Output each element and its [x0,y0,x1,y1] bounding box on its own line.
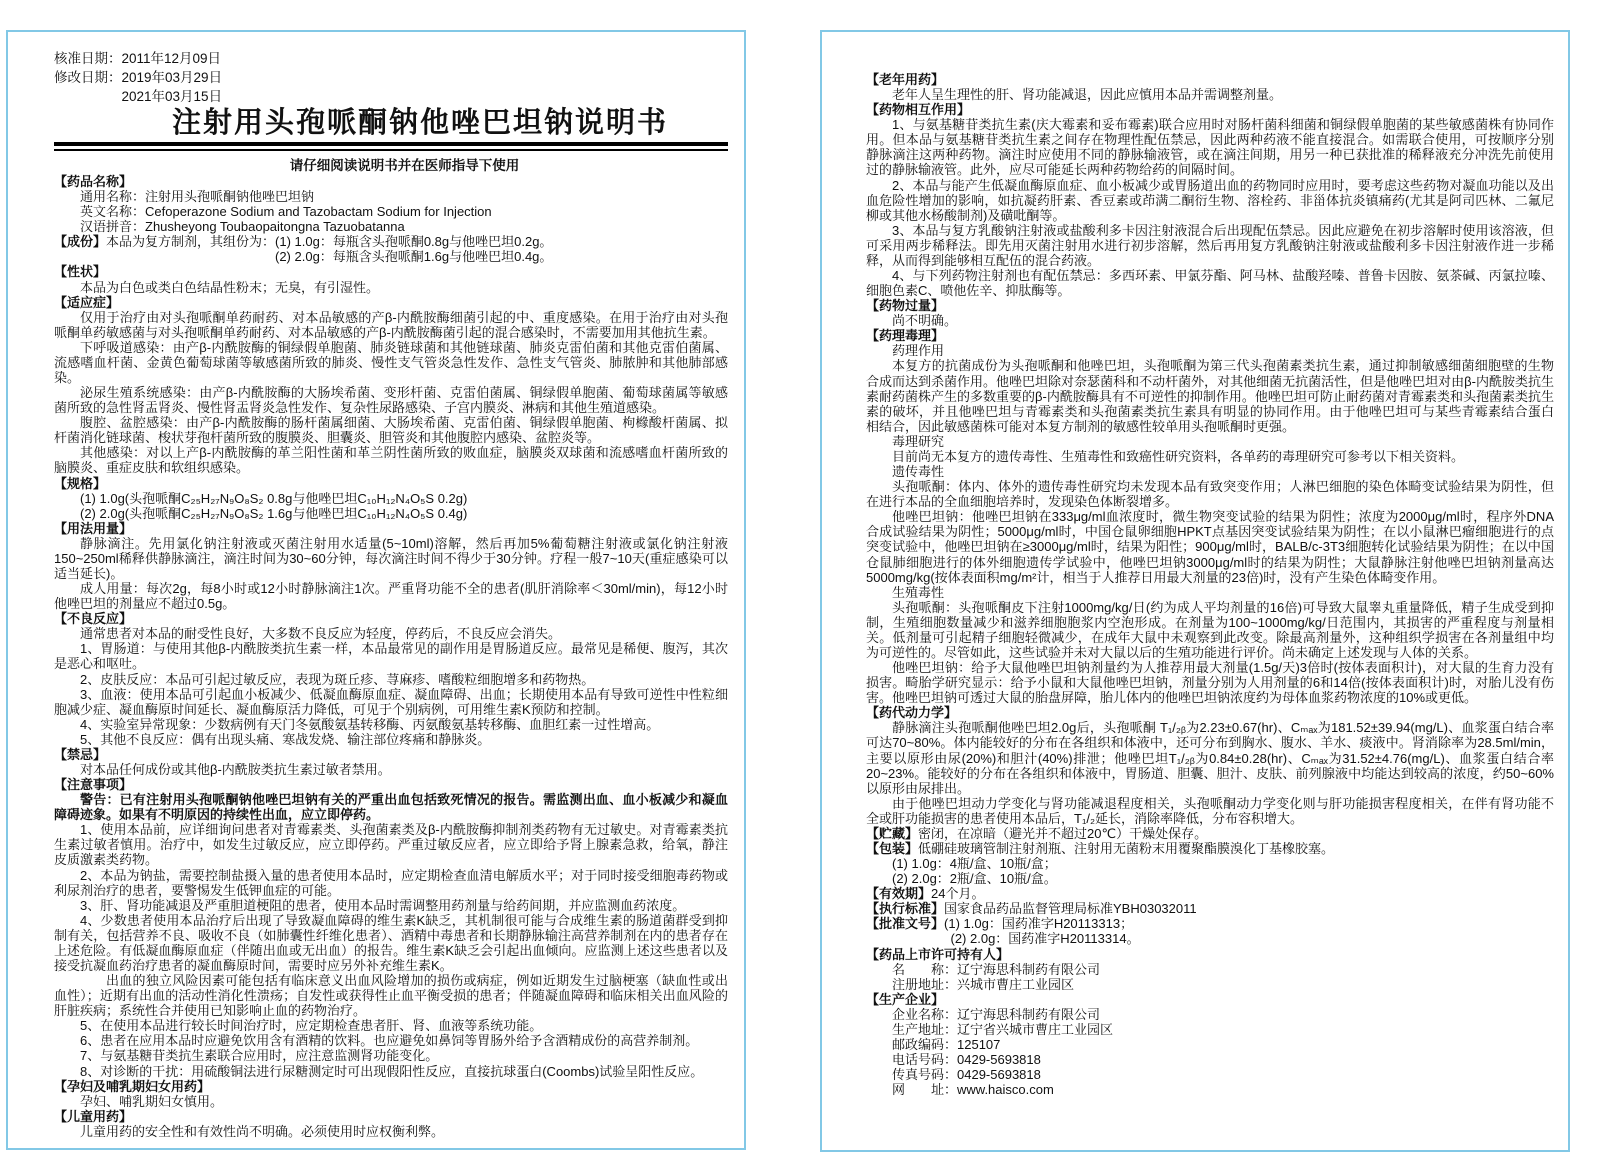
section-paragraph: 孕妇、哺乳期妇女慎用。 [80,1093,224,1109]
approval-date: 核准日期：2011年12月09日 [54,51,222,66]
section-paragraph: 1、使用本品前，应详细询问患者对青霉素类、头孢菌素类及β-内酰胺酶抑制剂类药物有无过敏史。对青霉素类抗生素过敏者慎用。治疗中，如发生过敏反应，应立即停药。严重过敏反应者，应立即给予肾上腺素急救，给氧，静注皮质激素类药物。 [54,822,728,868]
revision-date: 修改日期：2019年03月29日 [54,69,223,85]
section-heading: 【贮藏】 [866,825,919,841]
section-heading: 【规格】 [54,475,107,491]
section-paragraph: 传真号码：0429-5693818 [892,1067,1041,1083]
section-paragraph: 注册地址：兴城市曹庄工业园区 [892,976,1075,992]
section-heading: 【包装】 [866,840,919,856]
section-paragraph: 5、在使用本品进行较长时间治疗时，应定期检查患者肝、肾、血液等系统功能。 [80,1018,543,1034]
section-paragraph: 3、肝、肾功能减退及严重胆道梗阻的患者，使用本品时需调整用药剂量与给药间期，并应监测血药浓度。 [80,897,686,913]
section-paragraph: (1) 1.0g：4瓶/盒、10瓶/盒； [892,856,1057,872]
section-paragraph: 6、患者在应用本品时应避免饮用含有酒精的饮料。也应避免如鼻饲等胃肠外给予含酒精成份的高营养制剂。 [80,1033,699,1049]
section-heading: 【批准文号】 [866,916,945,932]
leaflet-page-1 [6,30,746,1150]
section-paragraph: (1) 1.0g(头孢哌酮C₂₅H₂₇N₉O₈S₂ 0.8g与他唑巴坦C₁₀H₁₂N₄O₅S 0.2g) [80,490,468,506]
section-paragraph: (2) 2.0g(头孢哌酮C₂₅H₂₇N₉O₈S₂ 1.6g与他唑巴坦C₁₀H₁₂N₄O₅S 0.4g) [80,505,468,521]
section-heading: 【禁忌】 [54,746,107,762]
section-paragraph: 2、皮肤反应：本品可引起过敏反应，表现为斑丘疹、荨麻疹、嗜酸粒细胞增多和药物热。 [80,671,595,687]
section-paragraph: 成人用量：每次2g，每8小时或12小时静脉滴注1次。严重肾功能不全的患者(肌肝消除率＜30ml/min)，每12小时他唑巴坦的剂量应不超过0.5g。 [54,581,728,612]
section-paragraph: 生殖毒性 [892,584,945,600]
section-paragraph: 通用名称：注射用头孢哌酮钠他唑巴坦钠 [80,189,315,205]
page-title: 注射用头孢哌酮钠他唑巴坦钠说明书 [171,106,668,139]
section-paragraph: 由于他唑巴坦动力学变化与肾功能减退程度相关，头孢哌酮动力学变化则与肝功能损害程度相关，在伴有肾功能不全或肝功能损害的患者使用本品后，T₁/₂延长，消除率降低，分布容积增大。 [866,795,1554,826]
section-paragraph: (2) 2.0g：每瓶含头孢哌酮1.6g与他唑巴坦0.4g。 [275,249,553,265]
section-paragraph: 5、其他不良反应：偶有出现头痛、寒战发烧、输注部位疼痛和静脉炎。 [80,731,491,747]
section-paragraph: 汉语拼音：Zhusheyong Toubaopaitongna Tazuobatanna [80,219,405,235]
section-paragraph: 3、血液：使用本品可引起血小板减少、低凝血酶原血症、凝血障碍、出血；长期使用本品有导致可逆性中性粒细胞减少症、凝血酶原时间延长、凝血酶原活力降低，可见于个别病例，可用维生素K预防和控制。 [54,686,728,717]
section-heading: 【药品名称】 [54,173,133,189]
right-page-sections [866,72,1554,1097]
section-paragraph: 名 称：辽宁海思科制药有限公司 [892,961,1101,977]
section-paragraph: 药理作用 [892,343,945,359]
section-paragraph: 静脉滴注头孢哌酮他唑巴坦2.0g后，头孢哌酮 T₁/₂ᵦ为2.23±0.67(hr)、Cₘₐₓ为181.52±39.94(mg/L)、血浆蛋白结合率可达70~80%。体内能较好的分布在各组织和体液中，还可分布到胸水、腹水、羊水、痰液中。肾消除率为28.5ml/min，主要以原形由尿(20%)和胆汁(40%)排泄；他唑巴坦T₁/₂ᵦ为0.84±0.28(hr)、Cₘₐₓ为31.52±4.76(mg/L)、血浆蛋白结合率20~23%。能较好的分布在各组织和体液中，胃肠道、胆囊、胆汁、皮肤、前列腺液中均能达到较高的浓度，约50~60%以原形由尿排出。 [866,720,1554,796]
section-paragraph: 4、少数患者使用本品治疗后出现了导致凝血障碍的维生素K缺乏，其机制很可能与合成维生素的肠道菌群受到抑制有关，包括营养不良、吸收不良（如肺囊性纤维化患者）、酒精中毒患者和长期静脉输注高营养制剂在内的患者存在上述危险。有低凝血酶原血症（伴随出血或无出血）的报告。维生素K缺乏会引起出血倾向。应监测上述这些患者以及接受抗凝血药治疗患者的凝血酶原时间，需要时应另外补充维生素K。 [54,912,728,974]
section-paragraph: 腹腔、盆腔感染：由产β-内酰胺酶的肠杆菌属细菌、大肠埃希菌、克雷伯菌、铜绿假单胞菌、枸橼酸杆菌属、拟杆菌消化链球菌、梭状芽孢杆菌所致的腹膜炎、胆囊炎、胆管炎和其他腹腔内感染、盆腔炎等。 [54,415,728,446]
left-page-sections [54,174,728,1139]
section-heading: 【药品上市许可持有人】 [866,946,1010,962]
section-paragraph: 头孢哌酮：体内、体外的遗传毒性研究均未发现本品有致突变作用；人淋巴细胞的染色体畸变试验结果为阴性，但在进行本品的全血细胞培养时，发现染色体断裂增多。 [866,479,1554,510]
section-paragraph: 仅用于治疗由对头孢哌酮单药耐药、对本品敏感的产β-内酰胺酶细菌引起的中、重度感染。在用于治疗由对头孢哌酮单药敏感菌与对头孢哌酮单药耐药、对本品敏感的产β-内酰胺酶菌引起的混合感染时，不需要加用其他抗生素。 [54,309,728,340]
section-inline-paragraph: 【贮藏】密闭，在凉暗（避光并不超过20℃）干燥处保存。 [866,825,1208,841]
section-paragraph: 对本品任何成份或其他β-内酰胺类抗生素过敏者禁用。 [80,762,391,777]
section-heading: 【成份】 [54,234,107,250]
section-paragraph: 他唑巴坦钠：他唑巴坦钠在333μg/ml血浓度时，微生物突变试验的结果为阴性；浓度为2000μg/ml时，程序外DNA合成试验结果为阴性；5000μg/ml时，中国仓鼠卵细胞HPKT点基因突变试验结果为阴性；在以小鼠淋巴瘤细胞进行的点突变试验中，他唑巴坦钠在≥3000μg/ml时，结果为阳性；900μg/ml时，BALB/c-3T3细胞转化试验结果为阴性；在以中国仓鼠肺细胞进行的体外细胞遗传学试验中，他唑巴坦钠3000μg/ml时的结果为阴性；大鼠静脉注射他唑巴坦钠剂量高达5000mg/kg(按体表面积mg/m²计，相当于人推荐日用最大剂量的23倍)时，没有产生染色体畸变作用。 [866,509,1554,585]
section-heading: 【儿童用药】 [54,1108,133,1124]
section-paragraph: 4、与下列药物注射剂也有配伍禁忌：多西环素、甲氯芬酯、阿马林、盐酸羟嗪、普鲁卡因胺、氨茶碱、丙氯拉嗪、细胞色素C、喷他佐辛、抑肽酶等。 [866,268,1554,299]
section-paragraph: 1、与氨基糖苷类抗生素(庆大霉素和妥布霉素)联合应用时对肠杆菌科细菌和铜绿假单胞菌的某些敏感菌株有协同作用。但本品与氨基糖苷类抗生素之间存在物理性配伍禁忌，因此两种药液不能直接混合。如需联合使用，可按顺序分别静脉滴注这两种药物。滴注时应使用不同的静脉输液管，或在滴注间期，用另一种已获批准的稀释液充分冲洗先前使用过的静脉输液管。此外，应尽可能延长两种药物给药的间隔时间。 [866,117,1554,178]
section-paragraph: 出血的独立风险因素可能包括有临床意义出血风险增加的损伤或病症，例如近期发生过脑梗塞（缺血性或出血性）；近期有出血的活动性消化性溃疡；自发性或获得性止血平衡受损的患者；伴随凝血障碍和临床相关出血风险的肝脏疾病；系统性合并使用已知影响止血的药物治疗。 [54,973,728,1019]
section-heading: 【老年用药】 [866,72,945,87]
revision-date-2: 2021年03月15日 [121,88,223,104]
section-paragraph: 老年人呈生理性的肝、肾功能减退，因此应慎用本品并需调整剂量。 [892,87,1283,103]
section-inline-paragraph: 【包装】低硼硅玻璃管制注射剂瓶、注射用无菌粉末用覆聚酯膜溴化丁基橡胶塞。 [866,840,1335,856]
section-paragraph: 警告：已有注射用头孢哌酮钠他唑巴坦钠有关的严重出血包括致死情况的报告。需监测出血、血小板减少和凝血障碍迹象。如果有不明原因的持续性出血，应立即停药。 [54,792,728,823]
title-divider [54,142,728,151]
section-paragraph: (2) 2.0g：国药准字H20113314。 [950,931,1140,947]
section-heading: 【药物相互作用】 [866,102,971,118]
section-paragraph: 泌尿生殖系统感染：由产β-内酰胺酶的大肠埃希菌、变形杆菌、克雷伯菌属、铜绿假单胞菌、葡萄球菌属等敏感菌所致的急性肾盂肾炎、慢性肾盂肾炎急性发作、复杂性尿路感染、子宫内膜炎、淋病和其他生殖道感染。 [54,385,728,416]
section-heading: 【性状】 [54,264,107,280]
section-paragraph: 英文名称：Cefoperazone Sodium and Tazobactam Sodium for Injection [80,204,492,220]
section-paragraph: 通常患者对本品的耐受性良好，大多数不良反应为轻度，停药后，不良反应会消失。 [80,626,562,642]
section-paragraph: 本品为白色或类白色结晶性粉末；无臭，有引湿性。 [80,279,380,295]
section-paragraph: 儿童用药的安全性和有效性尚不明确。必须使用时应权衡利弊。 [80,1123,445,1139]
section-paragraph: 2、本品与能产生低凝血酶原血症、血小板减少或胃肠道出血的药物同时应用时，要考虑这些药物对凝血功能以及出血危险性增加的影响，如抗凝药肝素、香豆素或茚满二酮衍生物、溶栓药、非甾体抗炎镇痛药(尤其是阿司匹林、二氟尼柳或其他水杨酸制剂)及磺吡酮等。 [866,177,1554,223]
section-paragraph: 头孢哌酮：头孢哌酮皮下注射1000mg/kg/日(约为成人平均剂量的16倍)可导致大鼠睾丸重量降低，精子生成受到抑制，生殖细胞数量减少和滋养细胞胞浆内空泡形成。在剂量为100~1000mg/kg/日范围内，其损害的严重程度与剂量相关。低剂量可引起精子细胞轻微减少，在成年大鼠中未观察到此改变。除最高剂量外，这种组织学损害在各剂量组中均为可逆性的。尽管如此，这些试验并未对大鼠以后的生殖功能进行评价。尚未确定上述发现与人体的关系。 [866,599,1554,660]
section-inline-paragraph: 【批准文号】(1) 1.0g：国药准字H20113313； [866,916,1134,932]
section-paragraph: 2、本品为钠盐，需要控制盐摄入量的患者使用本品时，应定期检查血清电解质水平；对于同时接受细胞毒药物或利尿剂治疗的患者，要警惕发生低钾血症的可能。 [54,867,728,898]
section-paragraph: 毒理研究 [892,433,945,449]
section-inline-paragraph: 【执行标准】国家食品药品监督管理局标准YBH03032011 [866,901,1197,917]
section-heading: 【执行标准】 [866,901,945,917]
section-paragraph: 尚不明确。 [892,313,958,329]
section-paragraph: 目前尚无本复方的遗传毒性、生殖毒性和致癌性研究资料，各单药的毒理研究可参考以下相关资料。 [892,448,1465,464]
approval-dates [54,50,728,107]
section-heading: 【有效期】 [866,886,932,902]
section-paragraph: 8、对诊断的干扰：用硫酸铜法进行尿糖测定时可出现假阳性反应，直接抗球蛋白(Coombs)试验呈阳性反应。 [80,1063,704,1079]
section-paragraph: 3、本品与复方乳酸钠注射液或盐酸利多卡因注射液混合后出现配伍禁忌。因此应避免在初步溶解时使用该溶液，但可采用两步稀释法。即先用灭菌注射用水进行初步溶解，然后再用复方乳酸钠注射液或盐酸利多卡因注射液作进一步稀释，从而得到能够相互配伍的混合药液。 [866,222,1554,268]
section-heading: 【生产企业】 [866,991,945,1007]
section-paragraph: 遗传毒性 [892,464,945,480]
section-paragraph: 邮政编码：125107 [892,1037,1001,1052]
section-paragraph: 静脉滴注。先用氯化钠注射液或灭菌注射用水适量(5~10ml)溶解，然后再加5%葡萄糖注射液或氯化钠注射液150~250ml稀释供静脉滴注，滴注时间为30~60分钟，每次滴注时间不得少于30分钟。疗程一般7~10天(重症感染可以适当延长)。 [54,535,728,581]
section-inline-paragraph: 【成份】本品为复方制剂，其组份为：(1) 1.0g：每瓶含头孢哌酮0.8g与他唑巴坦0.2g。 [54,234,553,250]
section-paragraph: 下呼吸道感染：由产β-内酰胺酶的铜绿假单胞菌、肺炎链球菌和其他链球菌、肺炎克雷伯菌和其他克雷伯菌属、流感嗜血杆菌、金黄色葡萄球菌等敏感菌所致的肺炎、慢性支气管炎急性发作、急性支气管炎、肺脓肿和其他肺部感染。 [54,339,728,385]
section-paragraph: 网 址：www.haisco.com [892,1082,1054,1098]
section-inline-paragraph: 【有效期】24个月。 [866,886,985,902]
section-heading: 【药代动力学】 [866,705,958,721]
section-paragraph: 他唑巴坦钠：给予大鼠他唑巴坦钠剂量约为人推荐用最大剂量(1.5g/天)3倍时(按体表面积计)，对大鼠的生育力没有损害。畸胎学研究显示：给予小鼠和大鼠他唑巴坦钠，剂量分别为人用剂量的6和14倍(按体表面积计)时，对胎儿没有伤害。他唑巴坦钠可透过大鼠的胎盘屏障，胎儿体内的他唑巴坦钠浓度约为母体血浆药物浓度的10%或更低。 [866,660,1554,706]
section-paragraph: (2) 2.0g：2瓶/盒、10瓶/盒。 [892,871,1057,887]
section-paragraph: 4、实验室异常现象：少数病例有天门冬氨酸氨基转移酶、丙氨酸氨基转移酶、血胆红素一过性增高。 [80,716,660,732]
section-paragraph: 其他感染：对以上产β-内酰胺酶的革兰阳性菌和革兰阴性菌所致的败血症，脑膜炎双球菌和流感嗜血杆菌所致的脑膜炎、重症皮肤和软组织感染。 [54,445,728,476]
section-paragraph: 7、与氨基糖苷类抗生素联合应用时，应注意监测肾功能变化。 [80,1048,439,1064]
section-heading: 【药理毒理】 [866,328,945,344]
section-paragraph: 企业名称：辽宁海思科制药有限公司 [892,1006,1101,1022]
read-instruction-subtitle: 请仔细阅读说明书并在医师指导下使用 [289,158,520,174]
section-paragraph: 生产地址：辽宁省兴城市曹庄工业园区 [892,1021,1114,1037]
section-heading: 【药物过量】 [866,298,945,314]
section-heading: 【适应症】 [54,294,120,310]
section-heading: 【用法用量】 [54,520,133,536]
section-paragraph: 1、胃肠道：与使用其他β-内酰胺类抗生素一样，本品最常见的副作用是胃肠道反应。最常见是稀便、腹泻，其次是恶心和呕吐。 [54,641,728,672]
section-heading: 【孕妇及哺乳期妇女用药】 [54,1078,211,1094]
section-paragraph: 本复方的抗菌成份为头孢哌酮和他唑巴坦，头孢哌酮为第三代头孢菌素类抗生素，通过抑制敏感细菌细胞壁的生物合成而达到杀菌作用。他唑巴坦除对奈瑟菌科和不动杆菌外，对其他细菌无抗菌活性，但是他唑巴坦对由β-内酰胺类抗生素耐药菌株产生的多数重要的β-内酰胺酶具有不可逆性的抑制作用。他唑巴坦可防止耐药菌对青霉素类和头孢菌素类抗生素的破坏，并且他唑巴坦与青霉素类和头孢菌素类抗生素具有明显的协同作用。由于他唑巴坦可与某些青霉素结合蛋白相结合，因此敏感菌株可能对本复方制剂的敏感性较单用头孢哌酮时更强。 [866,358,1554,434]
leaflet-page-2 [820,30,1570,1152]
section-paragraph: 电话号码：0429-5693818 [892,1052,1041,1068]
section-heading: 【注意事项】 [54,777,133,793]
section-heading: 【不良反应】 [54,611,133,627]
